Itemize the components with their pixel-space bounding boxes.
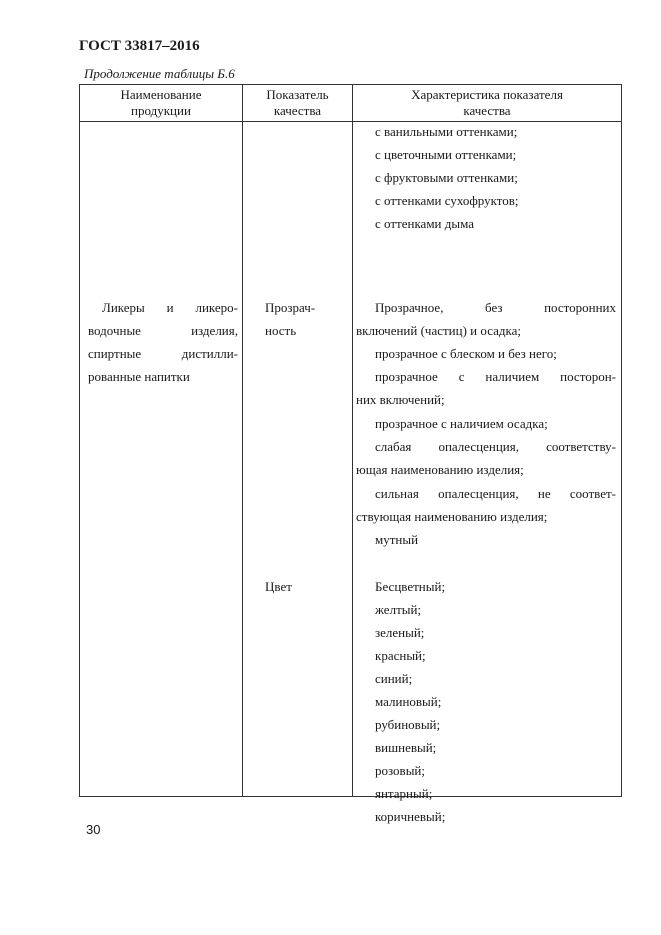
color-line: желтый; <box>375 602 422 617</box>
color-line: синий; <box>375 671 413 686</box>
indicator-clarity: Прозрач- <box>265 300 316 315</box>
header-indicator-line: Показатель <box>266 87 329 102</box>
clarity-line: ствующая наименованию изделия; <box>356 509 548 524</box>
characteristic-cell <box>353 122 622 824</box>
product-line: рованные напитки <box>88 369 190 384</box>
product-cell <box>80 122 243 797</box>
header-characteristic-line: Характеристика показателя <box>411 87 563 102</box>
product-line: водочные изделия, <box>88 323 238 338</box>
quality-table <box>79 84 622 824</box>
header-characteristic-line: качества <box>463 103 511 118</box>
clarity-line: Прозрачное, без посторонних <box>375 300 616 315</box>
aroma-line: с оттенками сухофруктов; <box>375 193 519 208</box>
color-line: красный; <box>375 648 426 663</box>
header-indicator-line: качества <box>273 103 322 118</box>
product-line: спиртные дистилли- <box>88 346 238 361</box>
clarity-line: ющая наименованию изделия; <box>356 462 524 477</box>
color-line: розовый; <box>375 763 426 778</box>
clarity-line: сильная опалесценция, не соответ- <box>375 486 616 501</box>
table-caption: Продолжение таблицы Б.6 <box>84 66 235 81</box>
product-line: Ликеры и ликеро- <box>102 300 238 315</box>
color-line: малиновый; <box>375 694 442 709</box>
clarity-line: прозрачное с наличием посторон- <box>375 369 616 384</box>
clarity-line: них включений; <box>356 392 445 407</box>
color-line: янтарный; <box>375 786 433 801</box>
indicator-cell <box>243 122 353 797</box>
indicator-clarity: ность <box>265 323 297 338</box>
clarity-line: прозрачное с наличием осадка; <box>375 416 548 431</box>
table-header-row <box>80 85 622 122</box>
header-product <box>80 85 243 122</box>
header-indicator <box>243 85 353 122</box>
color-line: коричневый; <box>375 809 446 824</box>
color-line: рубиновый; <box>375 717 441 732</box>
color-line: зеленый; <box>375 625 425 640</box>
table-body-row <box>80 122 622 797</box>
header-product-line: продукции <box>131 103 191 118</box>
aroma-line: с цветочными оттенками; <box>375 147 517 162</box>
clarity-line: мутный <box>375 532 419 547</box>
page-number: 30 <box>86 822 101 837</box>
clarity-line: включений (частиц) и осадка; <box>356 323 522 338</box>
aroma-line: с оттенками дыма <box>375 216 475 231</box>
aroma-line: с фруктовыми оттенками; <box>375 170 518 185</box>
document-id: ГОСТ 33817–2016 <box>79 38 200 54</box>
aroma-line: с ванильными оттенками; <box>375 124 518 139</box>
clarity-line: слабая опалесценция, соответству- <box>375 439 616 454</box>
color-line: Бесцветный; <box>375 579 446 594</box>
color-line: вишневый; <box>375 740 437 755</box>
header-product-line: Наименование <box>120 87 202 102</box>
indicator-color: Цвет <box>265 579 292 594</box>
clarity-line: прозрачное с блеском и без него; <box>375 346 557 361</box>
header-characteristic <box>353 85 622 122</box>
